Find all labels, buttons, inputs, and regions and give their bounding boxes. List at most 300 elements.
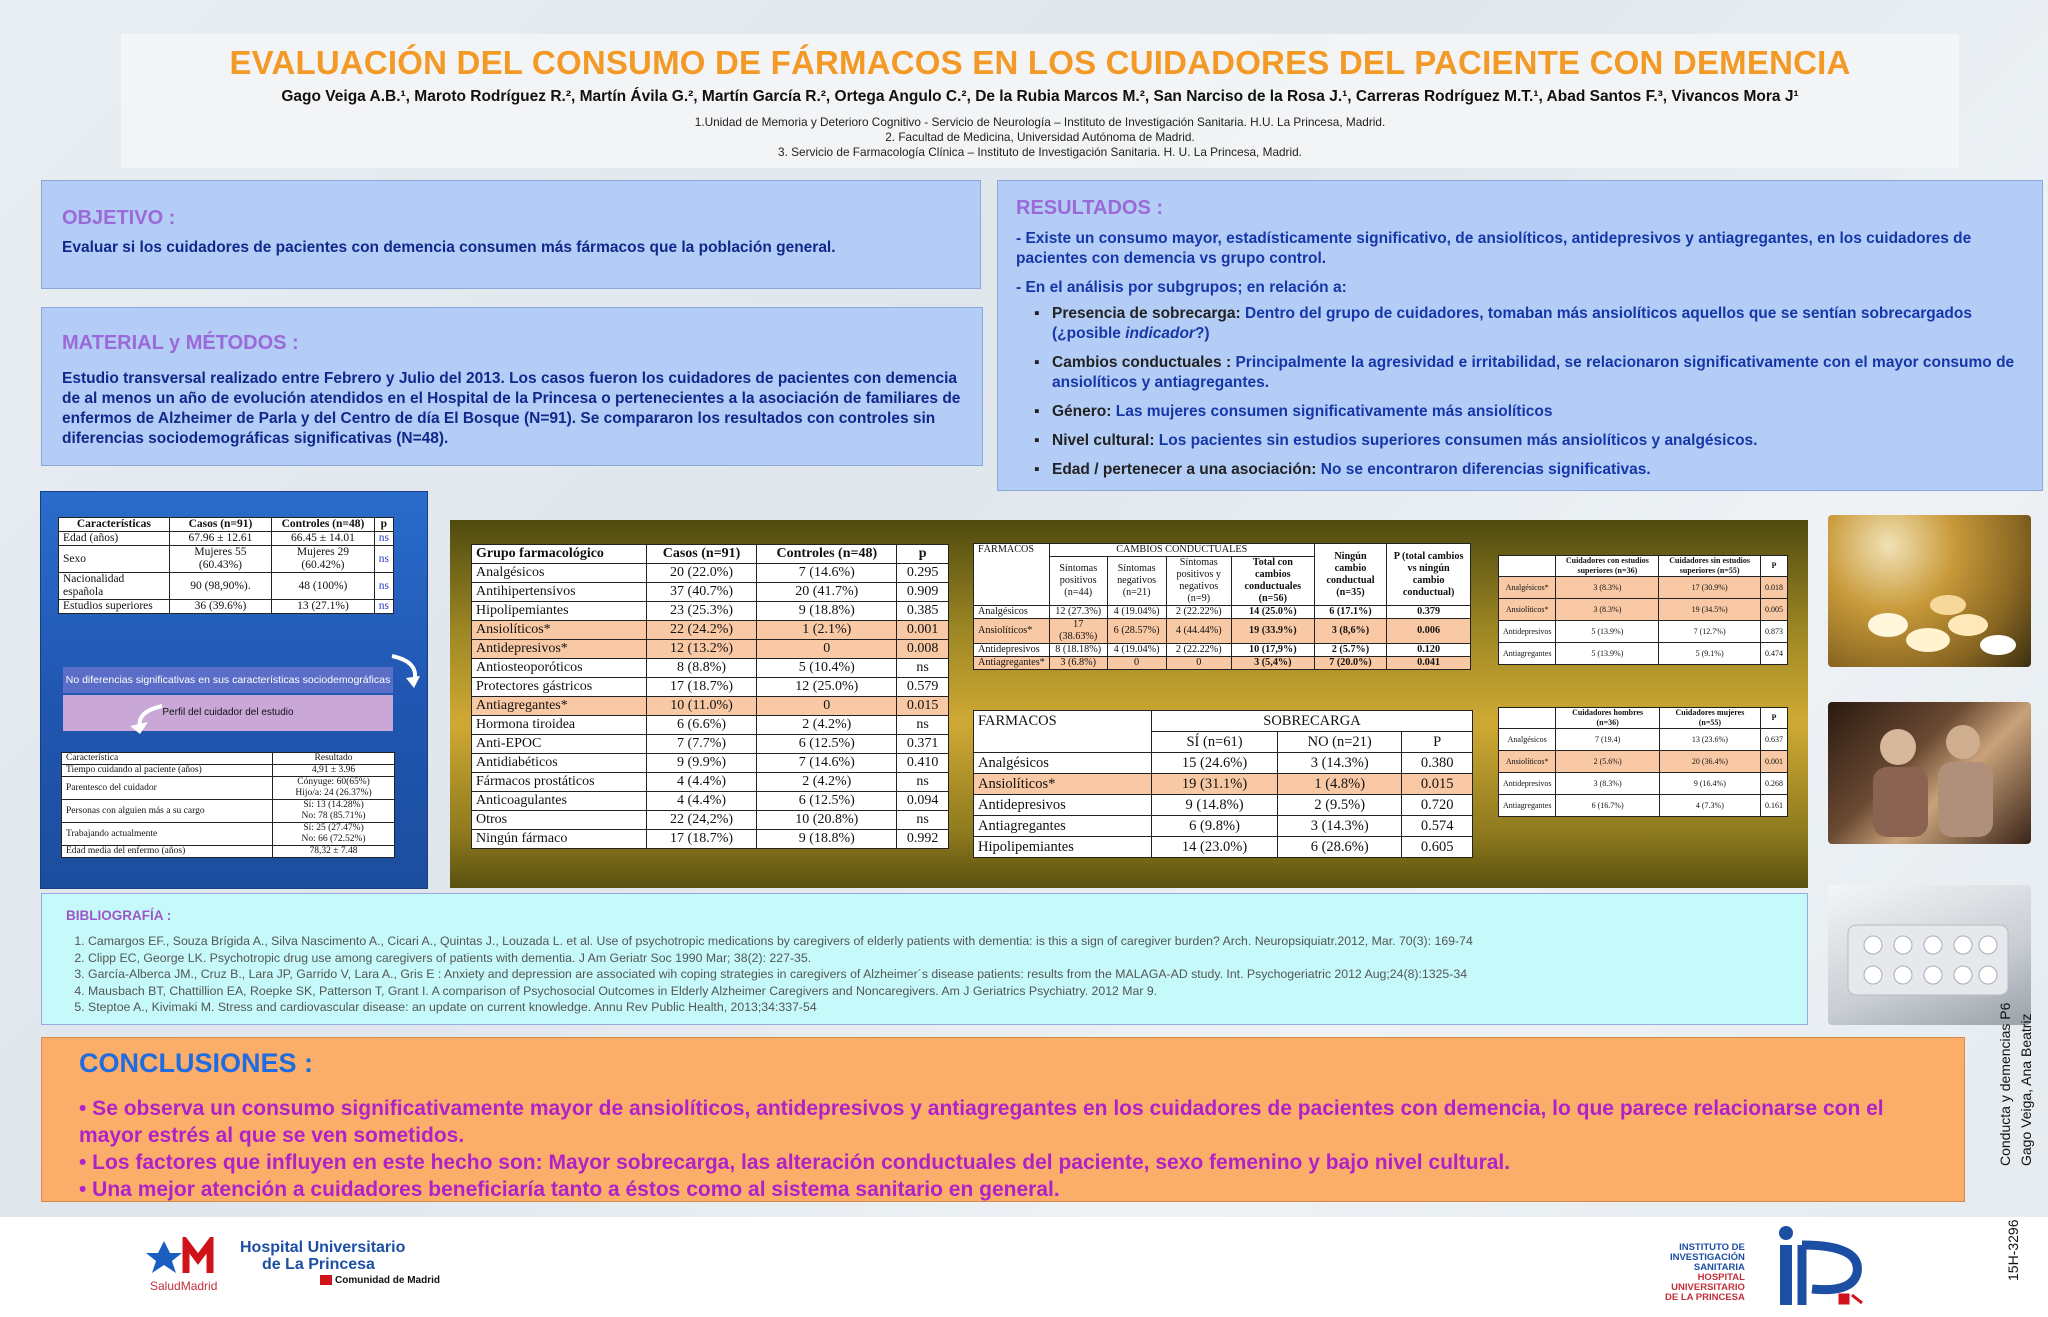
metodos-panel (41, 307, 983, 466)
pills-illustration (1828, 515, 2031, 667)
column-header: Síntomas positivos y negativos (n=9) (1166, 557, 1231, 606)
gender-table (1498, 707, 1788, 817)
subgroup-item: ▪ Edad / pertenecer a una asociación: No se encontraron diferencias significativas. (1052, 460, 2024, 480)
bibliography-item: 5. Steptoe A., Kivimaki M. Stress and cardiovascular disease: an update on current knowledge. Annu Rev Public Health, 2013;34:337-54 (88, 999, 1783, 1016)
table-row (472, 830, 949, 849)
salud-madrid: SaludMadrid (150, 1279, 218, 1293)
metodos-heading: MATERIAL y MÉTODOS : (62, 332, 299, 354)
table-cell: 0 (1107, 657, 1166, 670)
table-cell: Hipolipemiantes (472, 602, 647, 621)
author-list: Gago Veiga A.B.¹, Maroto Rodríguez R.², Martín Ávila G.², Martín García R.², Ortega Angulo C.², De la Rubia Marcos M.², San Narciso de la Rosa J.¹, Carreras Rodríguez M.T.¹, Abad Santos F.³, Vivancos Mora J¹ (281, 88, 1799, 105)
hospital-name: Hospital Universitario de La Princesa (240, 1239, 406, 1273)
table-cell: 4 (44.44%) (1166, 619, 1231, 644)
table-cell: 6 (12.5%) (757, 792, 897, 811)
table-cell: 0.008 (897, 640, 949, 659)
table-cell: ns (374, 600, 393, 614)
table-cell: 67.96 ± 12.61 (169, 532, 271, 546)
iis-name: INSTITUTO DE INVESTIGACIÓN SANITARIA HOSPITAL UNIVERSITARIO DE LA PRINCESA (1665, 1242, 1745, 1303)
table-cell: Antidepresivos (974, 795, 1152, 816)
column-header (1499, 708, 1556, 729)
poster-code: 15H-3296 (2005, 1219, 2021, 1281)
table-row (1499, 751, 1788, 773)
column-header: NO (n=21) (1278, 732, 1402, 753)
table-cell: Edad media del enfermo (años) (62, 846, 273, 858)
table-cell: Protectores gástricos (472, 678, 647, 697)
affiliation-2: 2. Facultad de Medicina, Universidad Autónoma de Madrid. (885, 130, 1195, 144)
table-cell: ns (374, 546, 393, 573)
table-cell: 0.720 (1402, 795, 1473, 816)
table-cell: 0.605 (1402, 837, 1473, 858)
table-cell: Antiagregantes* (472, 697, 647, 716)
table-cell: 37 (40.7%) (646, 583, 757, 602)
table-cell: Estudios superiores (59, 600, 170, 614)
table-cell: Personas con alguien más a su cargo (62, 800, 273, 823)
table-header-row (974, 711, 1473, 732)
table-row (1499, 643, 1788, 665)
table-cell: 13 (23.6%) (1659, 729, 1760, 751)
table-cell: 4 (4.4%) (646, 792, 757, 811)
resultados-heading: RESULTADOS : (1016, 197, 1164, 219)
table-header-row (1499, 556, 1788, 577)
table-cell: 13 (27.1%) (272, 600, 375, 614)
table-header-row (974, 544, 1471, 557)
table-cell: ns (897, 659, 949, 678)
conclusions-heading: CONCLUSIONES : (79, 1048, 314, 1078)
caregiver-profile-note: Perfil del cuidador del estudio (63, 695, 393, 731)
column-header: Síntomas negativos (n=21) (1107, 557, 1166, 606)
table-cell: Analgésicos (974, 753, 1152, 774)
table-cell: 0.410 (897, 754, 949, 773)
comunidad-madrid: Comunidad de Madrid (320, 1275, 440, 1286)
table-cell: Trabajando actualmente (62, 823, 273, 846)
table-row (472, 640, 949, 659)
table-row (62, 777, 395, 800)
curved-arrow-icon (126, 704, 166, 734)
column-header: Casos (n=91) (169, 518, 271, 532)
conclusion-item: • Una mejor atención a cuidadores beneficiaría tanto a éstos como al sistema sanitario en general. (79, 1178, 1060, 1201)
table-cell: 0.873 (1760, 621, 1787, 643)
column-header: P (1760, 708, 1787, 729)
table-cell: 5 (13.9%) (1556, 621, 1659, 643)
table-cell: Antidepresivos (1499, 621, 1556, 643)
column-header: SÍ (n=61) (1152, 732, 1278, 753)
table-cell: Sexo (59, 546, 170, 573)
metodos-text: Estudio transversal realizado entre Febrero y Julio del 2013. Los casos fueron los cuidadores de pacientes con demencia de al menos un año de evolución atendidos en el Hospital de la Princesa o pertenecientes a la asociación de familiares de enfermos de Alzheimer de Parla y del Centro de día El Bosque (N=91). Se compararon los resultados con controles sin diferencias sociodemográficas significativas (N=48). (62, 370, 961, 447)
column-header: Controles (n=48) (272, 518, 375, 532)
table-cell: 48 (100%) (272, 573, 375, 600)
column-header: P (1402, 732, 1473, 753)
comunidad-flag-icon (320, 1275, 332, 1285)
table-cell: Sí: 25 (27.47%) No: 66 (72.52%) (273, 823, 395, 846)
table-cell: 0.385 (897, 602, 949, 621)
table-cell: Sí: 13 (14.28%) No: 78 (85.71%) (273, 800, 395, 823)
table-cell: 15 (24.6%) (1152, 753, 1278, 774)
bibliography-item: 2. Clipp EC, George LK. Psychotropic drug use among caregivers of patients with dementia. J Am Geriatr Soc 1990 Mar; 38(2): 227-35. (88, 950, 1783, 967)
table-cell: 0 (757, 697, 897, 716)
table-cell: 20 (36.4%) (1659, 751, 1760, 773)
drug-consumption-table (471, 544, 949, 849)
table-row (974, 644, 1471, 657)
table-row (59, 600, 394, 614)
table-cell: 6 (12.5%) (757, 735, 897, 754)
table-cell: 2 (22.22%) (1166, 644, 1231, 657)
table-header-row (1499, 708, 1788, 729)
table-cell: Antiagregantes (1499, 643, 1556, 665)
column-header (1499, 556, 1556, 577)
table-row (472, 773, 949, 792)
table-cell: 5 (13.9%) (1556, 643, 1659, 665)
table-cell: 0.909 (897, 583, 949, 602)
table-cell: 36 (39.6%) (169, 600, 271, 614)
column-header: Controles (n=48) (757, 545, 897, 564)
table-cell: 8 (18.18%) (1049, 644, 1107, 657)
table-cell: 0.379 (1387, 606, 1471, 619)
education-table (1498, 555, 1788, 665)
presenter-label: Gago Veiga, Ana Beatriz (2018, 1013, 2034, 1166)
table-cell: 1 (2.1%) (757, 621, 897, 640)
table-cell: ns (897, 811, 949, 830)
bibliography-panel (41, 893, 1808, 1025)
table-row (472, 659, 949, 678)
table-cell: 10 (20.8%) (757, 811, 897, 830)
table-cell: Antiagregantes* (974, 657, 1050, 670)
table-cell: Antidepresivos* (472, 640, 647, 659)
footer (0, 1217, 2048, 1317)
table-cell: 6 (6.6%) (646, 716, 757, 735)
pills-bottle-photo (1828, 515, 2031, 667)
table-cell: Analgésicos (974, 606, 1050, 619)
table-cell: 2 (4.2%) (757, 773, 897, 792)
table-cell: 7 (20.0%) (1314, 657, 1387, 670)
table-header-row (62, 753, 395, 765)
objetivo-heading: OBJETIVO : (62, 207, 176, 229)
table-cell: 14 (23.0%) (1152, 837, 1278, 858)
table-cell: Cónyuge: 60(65%) Hijo/a: 24 (26.37%) (273, 777, 395, 800)
table-cell: Otros (472, 811, 647, 830)
table-cell: 17 (18.7%) (646, 830, 757, 849)
table-cell: 22 (24.2%) (646, 621, 757, 640)
table-cell: 7 (12.7%) (1659, 621, 1761, 643)
table-cell: 90 (98,90%). (169, 573, 271, 600)
table-cell: 9 (9.9%) (646, 754, 757, 773)
table-row (59, 546, 394, 573)
table-cell: ns (897, 773, 949, 792)
table-cell: 3 (6.8%) (1049, 657, 1107, 670)
poster-title: EVALUACIÓN DEL CONSUMO DE FÁRMACOS EN LOS CUIDADORES DEL PACIENTE CON DEMENCIA (229, 44, 1851, 81)
table-cell: 14 (25.0%) (1231, 606, 1314, 619)
table-cell: 12 (25.0%) (757, 678, 897, 697)
table-cell: 4 (7.3%) (1659, 795, 1760, 817)
table-row (472, 564, 949, 583)
table-row (472, 697, 949, 716)
caregiver-profile-table (61, 752, 395, 858)
table-cell: 9 (18.8%) (757, 602, 897, 621)
elderly-couple-photo (1828, 702, 2031, 844)
table-cell: 0.574 (1402, 816, 1473, 837)
table-cell: 0.371 (897, 735, 949, 754)
column-header: Ningún cambio conductual (n=35) (1314, 544, 1387, 606)
table-cell: Ansiolíticos* (1499, 751, 1556, 773)
table-cell: Hormona tiroidea (472, 716, 647, 735)
table-cell: 0.015 (1402, 774, 1473, 795)
table-row (472, 716, 949, 735)
table-cell: 0.380 (1402, 753, 1473, 774)
column-header: FARMACOS (974, 711, 1152, 753)
table-cell: Antiagregantes (974, 816, 1152, 837)
objetivo-text: Evaluar si los cuidadores de pacientes con demencia consumen más fármacos que la población general. (62, 239, 836, 256)
table-cell: 0.992 (897, 830, 949, 849)
group-header: CAMBIOS CONDUCTUALES (1049, 544, 1314, 557)
table-cell: 0.005 (1760, 599, 1787, 621)
table-row (62, 765, 395, 777)
table-row (1499, 599, 1788, 621)
table-cell: Anti-EPOC (472, 735, 647, 754)
column-header: SOBRECARGA (1152, 711, 1473, 732)
column-header: Síntomas positivos (n=44) (1049, 557, 1107, 606)
table-row (974, 657, 1471, 670)
column-header: Grupo farmacológico (472, 545, 647, 564)
table-cell: 4,91 ± 3.96 (273, 765, 395, 777)
madrid-star-logo-icon (146, 1237, 238, 1277)
table-cell: 0.161 (1760, 795, 1787, 817)
caregiver-burden-table (973, 710, 1473, 858)
column-header: Cuidadores hombres (n=36) (1556, 708, 1659, 729)
table-cell: 17 (38.63%) (1049, 619, 1107, 644)
table-cell: 4 (19.04%) (1107, 644, 1166, 657)
table-cell: Tiempo cuidando al paciente (años) (62, 765, 273, 777)
column-header: p (897, 545, 949, 564)
table-cell: 2 (9.5%) (1278, 795, 1402, 816)
table-cell: 3 (8.3%) (1556, 577, 1659, 599)
bibliography-list (66, 933, 1783, 1016)
table-cell: Ansiolíticos* (1499, 599, 1556, 621)
demographics-panel (40, 491, 428, 889)
table-row (1499, 621, 1788, 643)
table-cell: 20 (22.0%) (646, 564, 757, 583)
table-cell: 0.268 (1760, 773, 1787, 795)
subgroup-item: ▪ Nivel cultural: Los pacientes sin estudios superiores consumen más ansiolíticos y analgésicos. (1052, 431, 2024, 451)
table-cell: ns (374, 573, 393, 600)
table-cell: Antidepresivos (974, 644, 1050, 657)
subgroup-item: ▪ Género: Las mujeres consumen significativamente más ansiolíticos (1052, 402, 2024, 422)
bibliography-item: 4. Mausbach BT, Chattillion EA, Roepke SK, Patterson T, Grant I. A comparison of Psychosocial Outcomes in Elderly Alzheimer Caregivers and Noncaregivers. Am J Geriatrics Psychiatry. 2012 Mar 9. (88, 983, 1783, 1000)
table-cell: 3 (8,6%) (1314, 619, 1387, 644)
column-header: Característica (62, 753, 273, 765)
table-cell: 3 (5,4%) (1231, 657, 1314, 670)
column-header: Total con cambios conductuales (n=56) (1231, 557, 1314, 606)
table-row (62, 846, 395, 858)
conclusion-item: • Se observa un consumo significativamente mayor de ansiolíticos, antidepresivos y antiagregantes en los cuidadores de pacientes con demencia, lo que parece relacionarse con el mayor estrés al que se ven sometidos. (79, 1097, 1884, 1147)
table-cell: Parentesco del cuidador (62, 777, 273, 800)
column-header: P (1760, 556, 1787, 577)
table-cell: 0.120 (1387, 644, 1471, 657)
table-cell: Ansiolíticos* (974, 774, 1152, 795)
table-cell: 5 (10.4%) (757, 659, 897, 678)
table-cell: Antidiabéticos (472, 754, 647, 773)
table-cell: 2 (5.7%) (1314, 644, 1387, 657)
column-header: P (total cambios vs ningún cambio conductual) (1387, 544, 1471, 606)
table-cell: 0.474 (1760, 643, 1787, 665)
table-row (472, 735, 949, 754)
resultados-subgroup-list (1016, 304, 2024, 480)
table-cell: 6 (9.8%) (1152, 816, 1278, 837)
table-cell: 10 (11.0%) (646, 697, 757, 716)
table-cell: 2 (4.2%) (757, 716, 897, 735)
table-cell: Hipolipemiantes (974, 837, 1152, 858)
tables-panel (450, 520, 1808, 888)
column-header: Características (59, 518, 170, 532)
table-row (1499, 729, 1788, 751)
affiliation-1: 1.Unidad de Memoria y Deterioro Cognitivo - Servicio de Neurología – Instituto de Investigación Sanitaria. H.U. La Princesa, Madrid. (694, 115, 1386, 129)
table-row (472, 583, 949, 602)
column-header: Cuidadores mujeres (n=55) (1659, 708, 1760, 729)
no-differences-note: No diferencias significativas en sus características sociodemográficas (63, 667, 393, 693)
resultados-summary: - Existe un consumo mayor, estadísticamente significativo, de ansiolíticos, antidepresivos y antiagregantes, en los cuidadores de pacientes con demencia vs grupo control. (1016, 230, 1972, 267)
table-row (472, 678, 949, 697)
table-cell: 17 (18.7%) (646, 678, 757, 697)
table-cell: 7 (14.6%) (757, 564, 897, 583)
table-header-row (59, 518, 394, 532)
iis-logo-icon (1762, 1223, 1882, 1313)
objetivo-panel (41, 180, 981, 289)
subgroup-item: ▪ Presencia de sobrecarga: Dentro del grupo de cuidadores, tomaban más ansiolíticos aquellos que se sentían sobrecargados (¿posible indicador?) (1052, 304, 2024, 344)
table-row (1499, 773, 1788, 795)
table-cell: 0 (757, 640, 897, 659)
table-row (62, 800, 395, 823)
table-cell: 23 (25.3%) (646, 602, 757, 621)
table-cell: 9 (14.8%) (1152, 795, 1278, 816)
table-cell: 0.295 (897, 564, 949, 583)
table-cell: 0.015 (897, 697, 949, 716)
table-cell: 3 (14.3%) (1278, 816, 1402, 837)
table-row (974, 619, 1471, 644)
table-cell: 5 (9.1%) (1659, 643, 1761, 665)
table-cell: 7 (14.6%) (757, 754, 897, 773)
table-cell: 3 (8.3%) (1556, 773, 1659, 795)
table-cell: Ansiolíticos* (974, 619, 1050, 644)
affiliations (121, 115, 1959, 160)
table-cell: 20 (41.7%) (757, 583, 897, 602)
column-header: Cuidadores sin estudios superiores (n=55) (1659, 556, 1761, 577)
table-cell: 7 (19.4) (1556, 729, 1659, 751)
table-cell: Ansiolíticos* (472, 621, 647, 640)
table-cell: Anticoagulantes (472, 792, 647, 811)
table-cell: Mujeres 29 (60.42%) (272, 546, 375, 573)
table-cell: 6 (28.57%) (1107, 619, 1166, 644)
table-row (472, 754, 949, 773)
column-header: Cuidadores con estudios superiores (n=36) (1556, 556, 1659, 577)
table-cell: Edad (años) (59, 532, 170, 546)
table-row (472, 621, 949, 640)
table-cell: 0.041 (1387, 657, 1471, 670)
table-cell: 6 (28.6%) (1278, 837, 1402, 858)
table-cell: Mujeres 55 (60.43%) (169, 546, 271, 573)
table-cell: Fármacos prostáticos (472, 773, 647, 792)
table-cell: Nacionalidad española (59, 573, 170, 600)
bibliography-item: 3. García-Alberca JM., Cruz B., Lara JP, Garrido V, Lara A., Gris E : Anxiety and depression are associated wih coping strategies in caregivers of Alzheimer´s disease patients: results from the MALAGA-AD study. Int. Psychogeriatric 2012 Aug;24(8):1325-34 (88, 966, 1783, 983)
table-row (974, 816, 1473, 837)
table-cell: 4 (4.4%) (646, 773, 757, 792)
table-cell: 0.094 (897, 792, 949, 811)
table-cell: 19 (31.1%) (1152, 774, 1278, 795)
resultados-subgroups-intro: - En el análisis por subgrupos; en relación a: (1016, 279, 1347, 296)
table-cell: 3 (8.3%) (1556, 599, 1659, 621)
table-cell: Analgésicos (472, 564, 647, 583)
table-row (472, 602, 949, 621)
table-cell: 12 (13.2%) (646, 640, 757, 659)
table-cell: Analgésicos (1499, 729, 1556, 751)
table-cell: 2 (22.22%) (1166, 606, 1231, 619)
table-cell: Analgésicos* (1499, 577, 1556, 599)
table-cell: 9 (16.4%) (1659, 773, 1760, 795)
column-header: p (374, 518, 393, 532)
poster-header (121, 34, 1959, 168)
column-header: Casos (n=91) (646, 545, 757, 564)
table-header-row (472, 545, 949, 564)
table-cell: 9 (18.8%) (757, 830, 897, 849)
bibliography-heading: BIBLIOGRAFÍA : (66, 908, 172, 923)
table-cell: 8 (8.8%) (646, 659, 757, 678)
resultados-panel (997, 180, 2043, 491)
table-row (1499, 795, 1788, 817)
table-cell: Antiagregantes (1499, 795, 1556, 817)
table-cell: Antiosteoporóticos (472, 659, 647, 678)
table-cell: 0.006 (1387, 619, 1471, 644)
table-cell: 0.018 (1760, 577, 1787, 599)
table-row (974, 837, 1473, 858)
table-cell: 1 (4.8%) (1278, 774, 1402, 795)
table-row (62, 823, 395, 846)
couple-illustration (1828, 702, 2031, 844)
table-row (472, 811, 949, 830)
table-row (1499, 577, 1788, 599)
table-cell: ns (897, 716, 949, 735)
table-cell: 3 (14.3%) (1278, 753, 1402, 774)
table-cell: Antihipertensivos (472, 583, 647, 602)
table-cell: 17 (30.9%) (1659, 577, 1761, 599)
session-label: Conducta y demencias P6 (1997, 1002, 2013, 1166)
conclusions-panel (41, 1037, 1965, 1202)
table-cell: 0 (1166, 657, 1231, 670)
table-row (472, 792, 949, 811)
table-cell: 19 (33.9%) (1231, 619, 1314, 644)
table-cell: 0.001 (1760, 751, 1787, 773)
table-cell: 6 (17.1%) (1314, 606, 1387, 619)
demographics-table (58, 517, 394, 614)
subgroup-item: ▪ Cambios conductuales : Principalmente la agresividad e irritabilidad, se relacionaron significativamente con el mayor consumo de ansiolíticos y antiagregantes. (1052, 353, 2024, 393)
hospital-logo (146, 1237, 238, 1277)
table-cell: Ningún fármaco (472, 830, 647, 849)
table-cell: 78,32 ± 7.48 (273, 846, 395, 858)
table-row (974, 753, 1473, 774)
table-cell: 66.45 ± 14.01 (272, 532, 375, 546)
column-header: FÁRMACOS (974, 544, 1050, 606)
column-header: Resultado (273, 753, 395, 765)
table-cell: ns (374, 532, 393, 546)
table-cell: 12 (27.3%) (1049, 606, 1107, 619)
table-row (974, 774, 1473, 795)
table-cell: 2 (5.6%) (1556, 751, 1659, 773)
table-cell: 6 (16.7%) (1556, 795, 1659, 817)
table-row (974, 606, 1471, 619)
table-cell: Antidepresivos (1499, 773, 1556, 795)
table-row (59, 532, 394, 546)
table-cell: 0.637 (1760, 729, 1787, 751)
table-cell: 10 (17,9%) (1231, 644, 1314, 657)
table-cell: 0.001 (897, 621, 949, 640)
conclusion-item: • Los factores que influyen en este hecho son: Mayor sobrecarga, las alteración conductuales del paciente, sexo femenino y bajo nivel cultural. (79, 1151, 1511, 1174)
table-cell: 7 (7.7%) (646, 735, 757, 754)
